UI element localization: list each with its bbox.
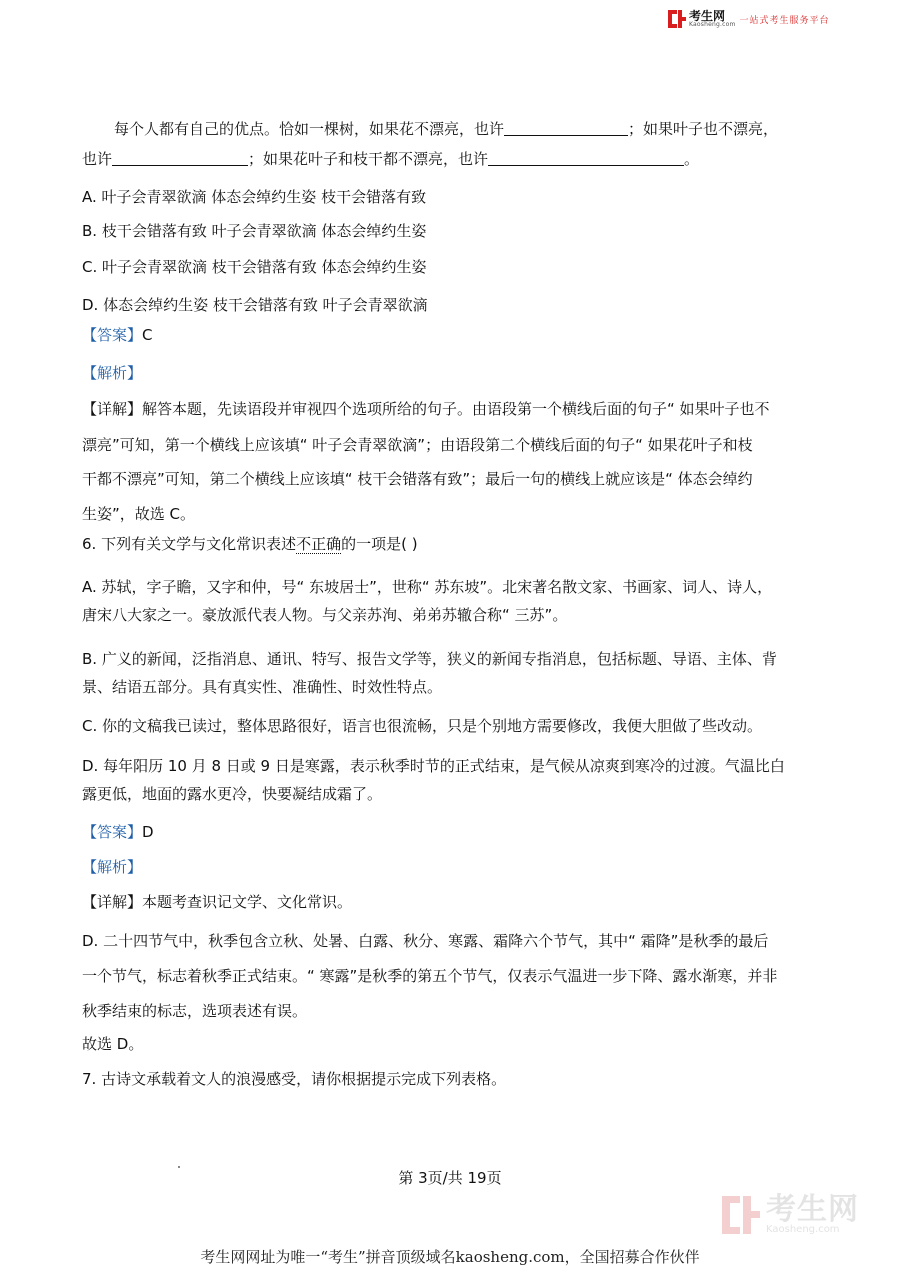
q5-paragraph-line-2 xyxy=(82,150,699,168)
q6-stem-text: 6. 下列有关文学与文化常识表述 xyxy=(82,535,297,553)
q5-detail-line: 漂亮”可知，第一个横线上应该填“ 叶子会青翠欲滴”；由语段第二个横线后面的句子“ 如果花叶子和枝 xyxy=(82,436,753,454)
q6-stem-emphasis: 不正确 xyxy=(296,535,342,553)
q5-answer xyxy=(82,326,153,344)
q5-para-text: ；如果花叶子和枝干都不漂亮，也许 xyxy=(248,150,489,168)
q5-para-text: ；如果叶子也不漂亮， xyxy=(628,120,779,138)
q5-detail-line: 【详解】解答本题，先读语段并审视四个选项所给的句子。由语段第一个横线后面的句子“ 如果叶子也不 xyxy=(82,400,770,418)
q5-para-text: 每个人都有自己的优点。恰如一棵树，如果花不漂亮，也许 xyxy=(114,120,505,138)
q7-stem: 7. 古诗文承载着文人的浪漫感受，请你根据提示完成下列表格。 xyxy=(82,1070,507,1088)
q6-detail: 【详解】本题考查识记文学、文化常识。 xyxy=(82,893,353,911)
logo-slogan: 一站式考生服务平台 xyxy=(739,15,830,26)
q6-option-c-line: C. 你的文稿我已读过，整体思路很好，语言也很流畅，只是个别地方需要修改，我便大胆做了些改动。 xyxy=(82,717,763,735)
watermark-domain: Kaosheng.com xyxy=(766,1224,840,1235)
q5-detail-line: 干都不漂亮”可知，第二个横线上应该填“ 枝干会错落有致”；最后一句的横线上就应该是“ 体态会绰约 xyxy=(82,470,753,488)
q5-option-a: A. 叶子会青翠欲滴 体态会绰约生姿 枝干会错落有致 xyxy=(82,188,427,206)
q6-option-d-line: D. 每年阳历 10 月 8 日或 9 日是寒露，表示秋季时节的正式结束，是气候从凉爽到寒冷的过渡。气温比白 xyxy=(82,757,785,775)
answer-value: D xyxy=(142,823,154,841)
answer-tag: 【答案】 xyxy=(82,823,143,841)
q6-stem-text: 的一项是( ) xyxy=(341,535,418,553)
q5-analysis-tag: 【解析】 xyxy=(82,364,143,382)
q5-detail-line: 生姿”，故选 C。 xyxy=(82,505,196,523)
kaosheng-watermark-icon xyxy=(722,1196,760,1234)
header-logo[interactable] xyxy=(668,8,830,30)
q6-explain-line: 一个节气，标志着秋季正式结束。“ 寒露”是秋季的第五个节气，仅表示气温进一步下降、露水渐寒，并非 xyxy=(82,967,778,985)
site-footer-note: 考生网网址为唯一“考生”拼音顶级域名kaosheng.com，全国招募合作伙伴 xyxy=(200,1248,700,1266)
kaosheng-logo-icon xyxy=(668,10,686,28)
q6-analysis-tag: 【解析】 xyxy=(82,858,143,876)
q5-option-c: C. 叶子会青翠欲滴 枝干会错落有致 体态会绰约生姿 xyxy=(82,258,427,276)
fill-blank-2 xyxy=(112,150,248,166)
watermark-logo xyxy=(722,1192,859,1235)
q6-option-b-line: 景、结语五部分。具有真实性、准确性、时效性特点。 xyxy=(82,678,443,696)
q6-stem xyxy=(82,535,418,553)
q6-option-a-line: A. 苏轼，字子瞻，又字和仲，号“ 东坡居士”，世称“ 苏东坡”。北宋著名散文家、书画家、词人、诗人， xyxy=(82,578,773,596)
q6-option-d-line: 露更低，地面的露水更冷，快要凝结成霜了。 xyxy=(82,785,383,803)
logo-domain: Kaosheng.com xyxy=(689,21,736,28)
q5-para-text: 。 xyxy=(684,150,700,168)
q6-option-a-line: 唐宋八大家之一。豪放派代表人物。与父亲苏洵、弟弟苏辙合称“ 三苏”。 xyxy=(82,606,568,624)
q5-paragraph-line-1 xyxy=(114,120,778,138)
logo-name: 考生网 xyxy=(689,9,726,23)
q5-para-text: 也许 xyxy=(82,150,113,168)
q5-option-b: B. 枝干会错落有致 叶子会青翠欲滴 体态会绰约生姿 xyxy=(82,222,427,240)
fill-blank-3 xyxy=(488,150,684,166)
q5-option-d: D. 体态会绰约生姿 枝干会错落有致 叶子会青翠欲滴 xyxy=(82,296,428,314)
answer-value: C xyxy=(142,326,153,344)
q6-explain-line: D. 二十四节气中，秋季包含立秋、处暑、白露、秋分、寒露、霜降六个节气，其中“ 霜降”是秋季的最后 xyxy=(82,932,769,950)
q6-answer xyxy=(82,823,154,841)
q6-option-b-line: B. 广义的新闻，泛指消息、通讯、特写、报告文学等，狭义的新闻专指消息，包括标题、导语、主体、背 xyxy=(82,650,777,668)
q6-explain-line: 秋季结束的标志，选项表述有误。 xyxy=(82,1002,308,1020)
answer-tag: 【答案】 xyxy=(82,326,143,344)
watermark-name: 考生网 xyxy=(766,1192,859,1227)
page-number: 第 3页/共 19页 xyxy=(398,1169,502,1187)
fill-blank-1 xyxy=(504,120,628,136)
q6-conclusion: 故选 D。 xyxy=(82,1035,144,1053)
